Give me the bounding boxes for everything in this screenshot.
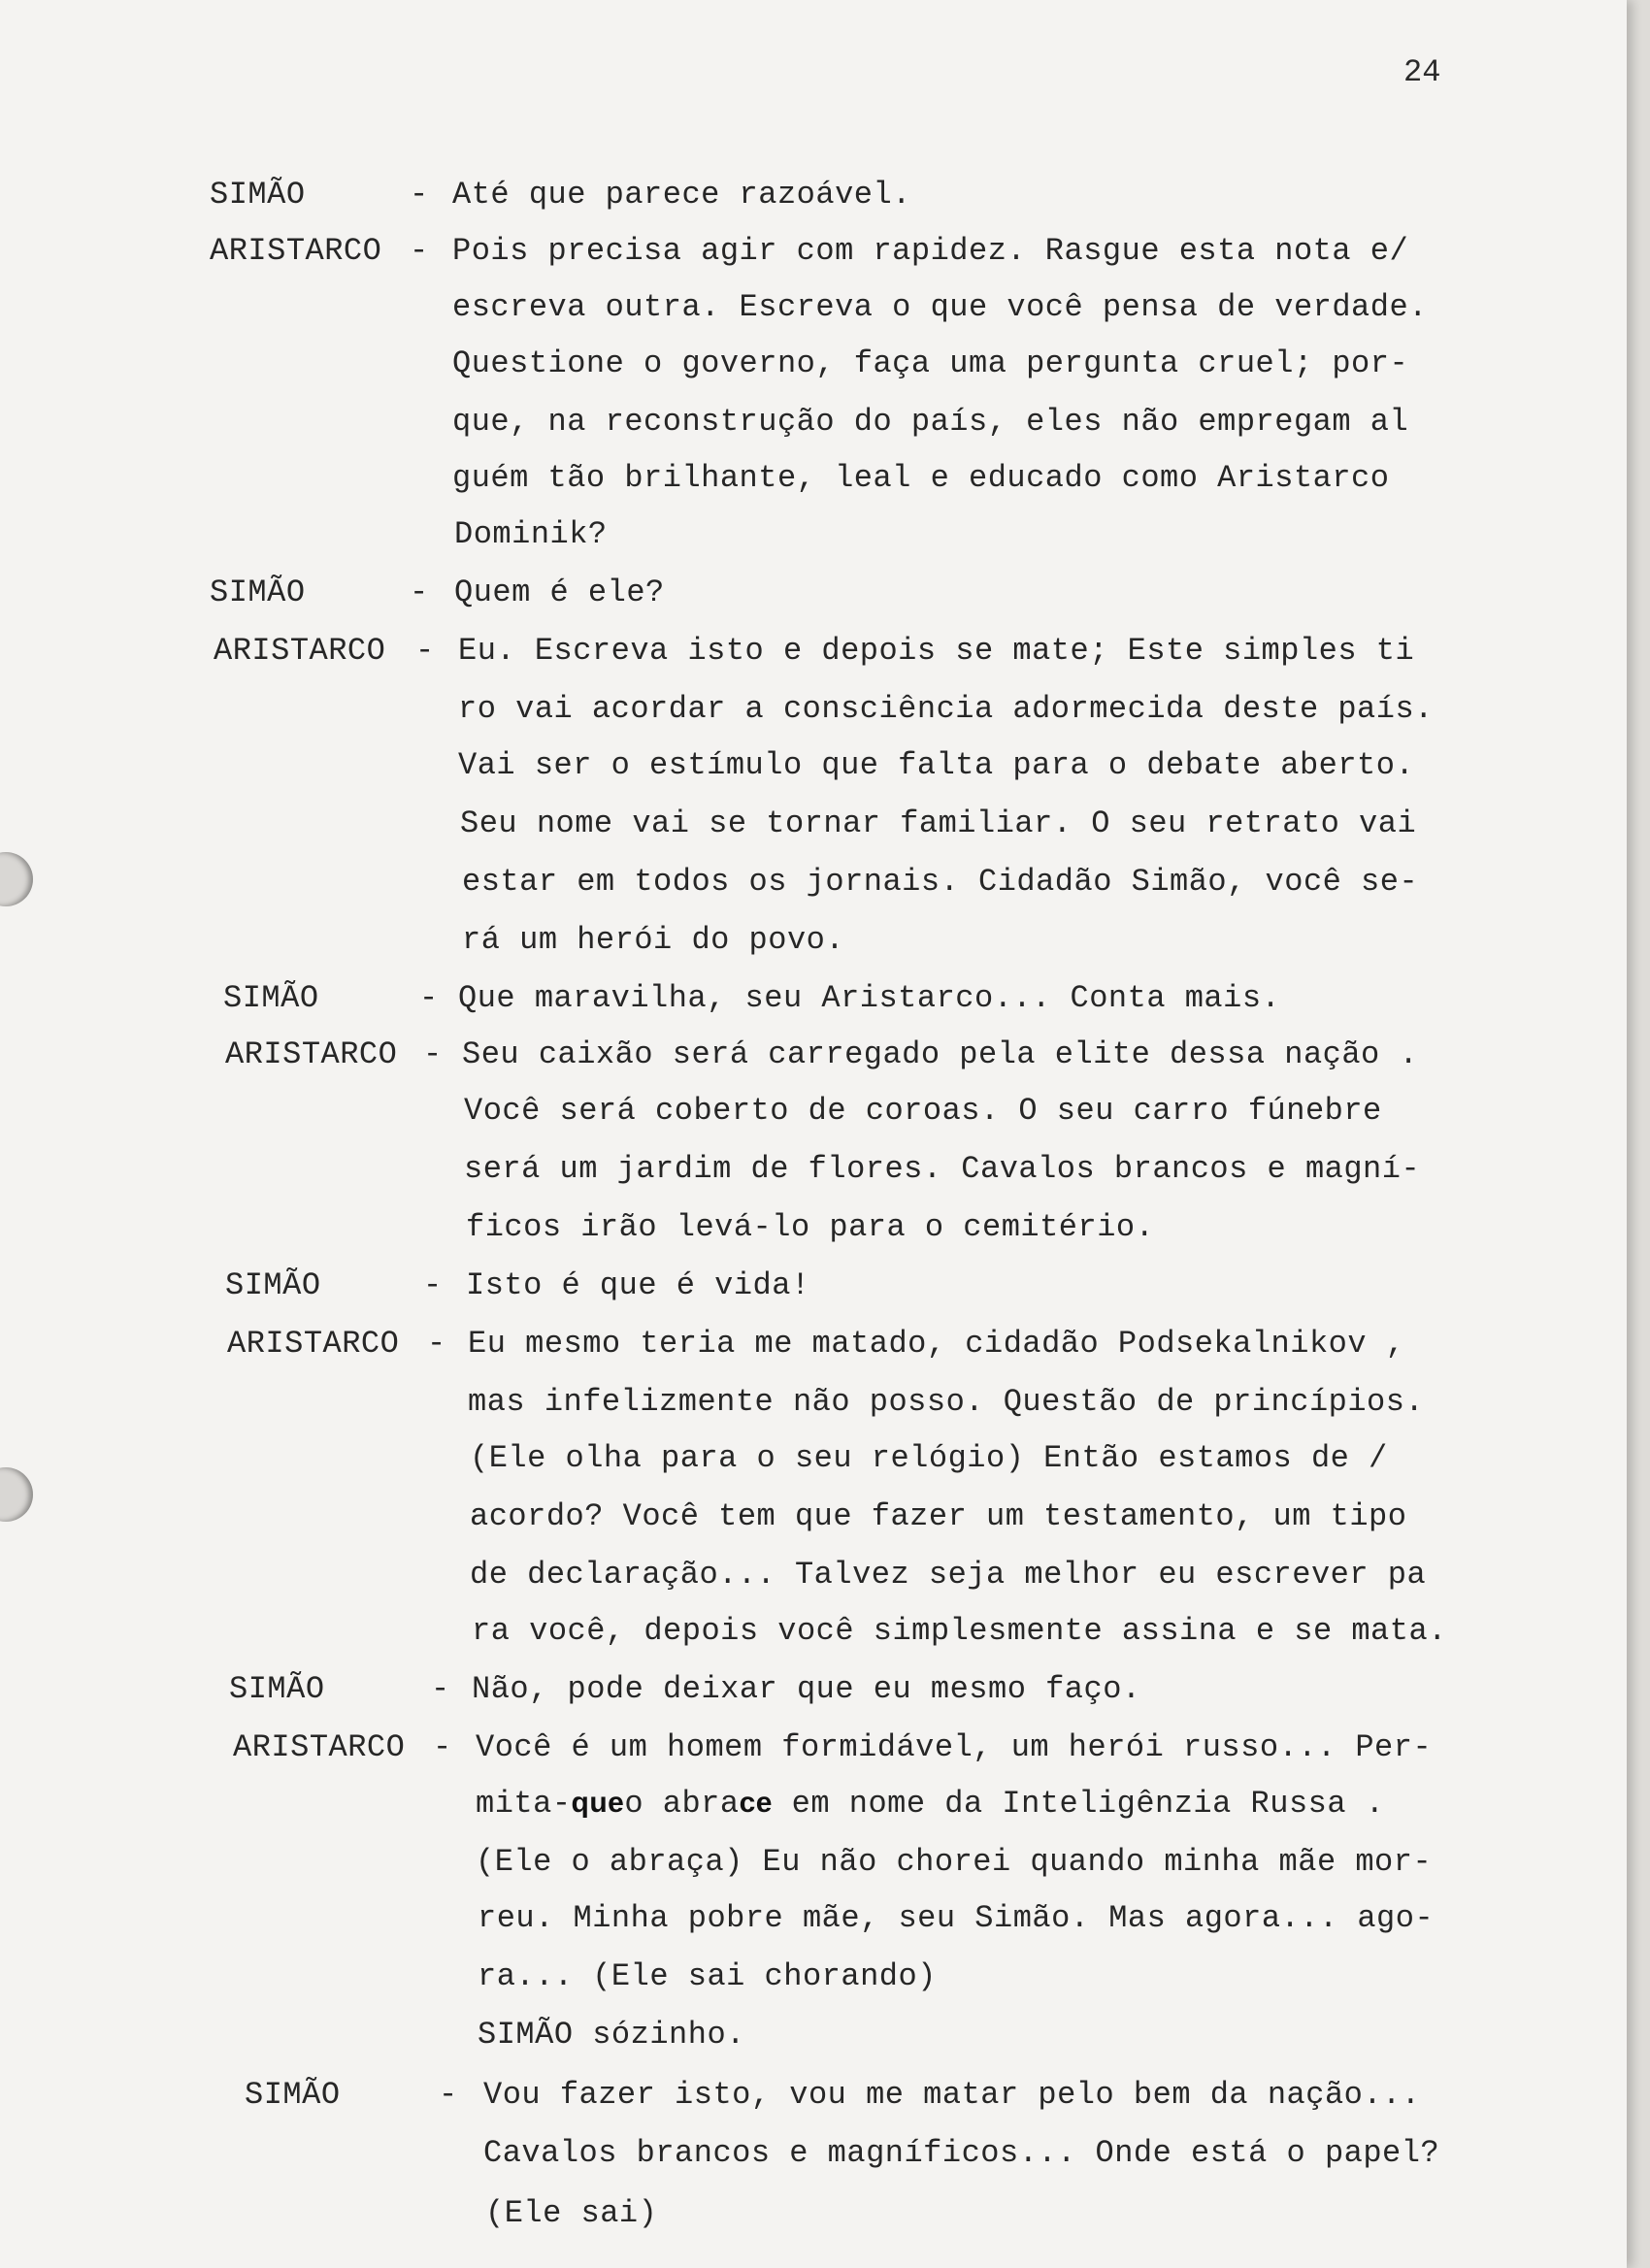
dialogue-text: que, na reconstrução do país, eles não empregam al <box>452 404 1409 440</box>
dialogue-text: Quem é ele? <box>454 575 665 610</box>
script-line <box>0 516 1627 575</box>
dialogue-text: (Ele sai) <box>485 2195 658 2231</box>
script-line <box>0 233 1627 291</box>
dialogue-text: Não, pode deixar que eu mesmo faço. <box>472 1671 1141 1707</box>
script-line <box>0 980 1627 1038</box>
dialogue-text: Eu mesmo teria me matado, cidadão Podsekalnikov , <box>468 1326 1405 1362</box>
speaker-dash: - <box>427 1326 446 1362</box>
script-line <box>0 1326 1627 1384</box>
script-line <box>0 1671 1627 1729</box>
dialogue-text: Seu nome vai se tornar familiar. O seu retrato vai <box>460 805 1417 841</box>
page-number: 24 <box>1403 54 1441 90</box>
script-line <box>0 404 1627 462</box>
dialogue-text: Dominik? <box>454 516 608 552</box>
handwritten-correction: ce <box>739 1787 773 1819</box>
script-line <box>0 864 1627 922</box>
speaker-dash: - <box>431 1671 450 1707</box>
script-line <box>0 2135 1627 2193</box>
script-line <box>0 2017 1627 2075</box>
speaker-dash: - <box>419 980 439 1016</box>
script-line <box>0 575 1627 633</box>
speaker-name: ARISTARCO <box>210 233 382 269</box>
script-line <box>0 177 1627 235</box>
script-line <box>0 345 1627 404</box>
dialogue-text: Até que parece razoável. <box>452 177 911 213</box>
dialogue-text: mas infelizmente não posso. Questão de princípios. <box>468 1384 1425 1420</box>
speaker-dash: - <box>410 575 429 610</box>
dialogue-text: Isto é que é vida! <box>466 1267 810 1303</box>
speaker-name: SIMÃO <box>210 177 306 213</box>
speaker-name: ARISTARCO <box>225 1036 398 1072</box>
script-line <box>0 1209 1627 1267</box>
script-line <box>0 922 1627 980</box>
dialogue-text: Questione o governo, faça uma pergunta cruel; por- <box>452 345 1409 381</box>
speaker-name: ARISTARCO <box>214 633 386 669</box>
dialogue-fragment: mita- <box>476 1786 572 1822</box>
script-line <box>0 1267 1627 1326</box>
script-line <box>0 1093 1627 1151</box>
script-line <box>0 633 1627 691</box>
script-line <box>0 1958 1627 2017</box>
dialogue-text: Cavalos brancos e magníficos... Onde está o papel? <box>483 2135 1440 2171</box>
script-line <box>0 460 1627 518</box>
speaker-dash: - <box>423 1036 443 1072</box>
script-line <box>0 805 1627 864</box>
script-line <box>0 1613 1627 1671</box>
dialogue-text: Você é um homem formidável, um herói russo... Per- <box>476 1729 1433 1765</box>
script-line <box>0 1786 1627 1844</box>
script-line <box>0 1729 1627 1788</box>
speaker-name: ARISTARCO <box>227 1326 400 1362</box>
dialogue-text: estar em todos os jornais. Cidadão Simão, você se- <box>462 864 1419 900</box>
dialogue-text: Seu caixão será carregado pela elite dessa nação . <box>462 1036 1419 1072</box>
speaker-dash: - <box>410 177 429 213</box>
script-line <box>0 1498 1627 1557</box>
script-line <box>0 2195 1627 2253</box>
dialogue-text: Que maravilha, seu Aristarco... Conta mais. <box>458 980 1281 1016</box>
dialogue-text: escreva outra. Escreva o que você pensa de verdade. <box>452 289 1428 325</box>
dialogue-text: guém tão brilhante, leal e educado como Aristarco <box>452 460 1390 496</box>
dialogue-text: de declaração... Talvez seja melhor eu escrever pa <box>470 1557 1427 1593</box>
speaker-name: SIMÃO <box>229 1671 325 1707</box>
dialogue-text: acordo? Você tem que fazer um testamento, um tipo <box>470 1498 1407 1534</box>
script-line <box>0 1384 1627 1442</box>
speaker-dash: - <box>433 1729 452 1765</box>
dialogue-text: Você será coberto de coroas. O seu carro fúnebre <box>464 1093 1382 1129</box>
dialogue-text: rá um herói do povo. <box>462 922 845 958</box>
speaker-name: SIMÃO <box>245 2077 341 2113</box>
script-line <box>0 1036 1627 1095</box>
speaker-name: SIMÃO <box>225 1267 321 1303</box>
dialogue-text: ra você, depois você simplesmente assina e se mata. <box>472 1613 1447 1649</box>
script-line <box>0 289 1627 347</box>
dialogue-text: ra... (Ele sai chorando) <box>478 1958 937 1994</box>
speaker-dash: - <box>423 1267 443 1303</box>
speaker-dash: - <box>415 633 435 669</box>
handwritten-correction: que <box>571 1787 625 1819</box>
script-line <box>0 691 1627 749</box>
dialogue-fragment: o abra <box>624 1786 740 1822</box>
dialogue-text: ro vai acordar a consciência adormecida deste país. <box>458 691 1434 727</box>
dialogue-text: será um jardim de flores. Cavalos brancos e magní- <box>464 1151 1421 1187</box>
script-line <box>0 1440 1627 1498</box>
dialogue-text: reu. Minha pobre mãe, seu Simão. Mas agora... ago- <box>478 1900 1435 1936</box>
speaker-name: SIMÃO <box>223 980 319 1016</box>
dialogue-text: Vou fazer isto, vou me matar pelo bem da nação... <box>483 2077 1421 2113</box>
dialogue-text: ficos irão levá-lo para o cemitério. <box>466 1209 1155 1245</box>
dialogue-text <box>476 1786 1384 1822</box>
dialogue-text: SIMÃO sózinho. <box>478 2017 745 2053</box>
script-line <box>0 747 1627 805</box>
script-line <box>0 1844 1627 1902</box>
script-line <box>0 1900 1627 1958</box>
speaker-dash: - <box>439 2077 458 2113</box>
dialogue-fragment: em nome da Inteligênzia Russa . <box>772 1786 1385 1822</box>
dialogue-text: Eu. Escreva isto e depois se mate; Este simples ti <box>458 633 1415 669</box>
dialogue-text: (Ele o abraça) Eu não chorei quando minha mãe mor- <box>476 1844 1433 1880</box>
script-line <box>0 1557 1627 1615</box>
dialogue-text: (Ele olha para o seu relógio) Então estamos de / <box>470 1440 1388 1476</box>
speaker-dash: - <box>410 233 429 269</box>
speaker-name: ARISTARCO <box>233 1729 406 1765</box>
speaker-name: SIMÃO <box>210 575 306 610</box>
script-line <box>0 1151 1627 1209</box>
dialogue-text: Vai ser o estímulo que falta para o debate aberto. <box>458 747 1415 783</box>
dialogue-text: Pois precisa agir com rapidez. Rasgue esta nota e/ <box>452 233 1409 269</box>
script-line <box>0 2077 1627 2135</box>
